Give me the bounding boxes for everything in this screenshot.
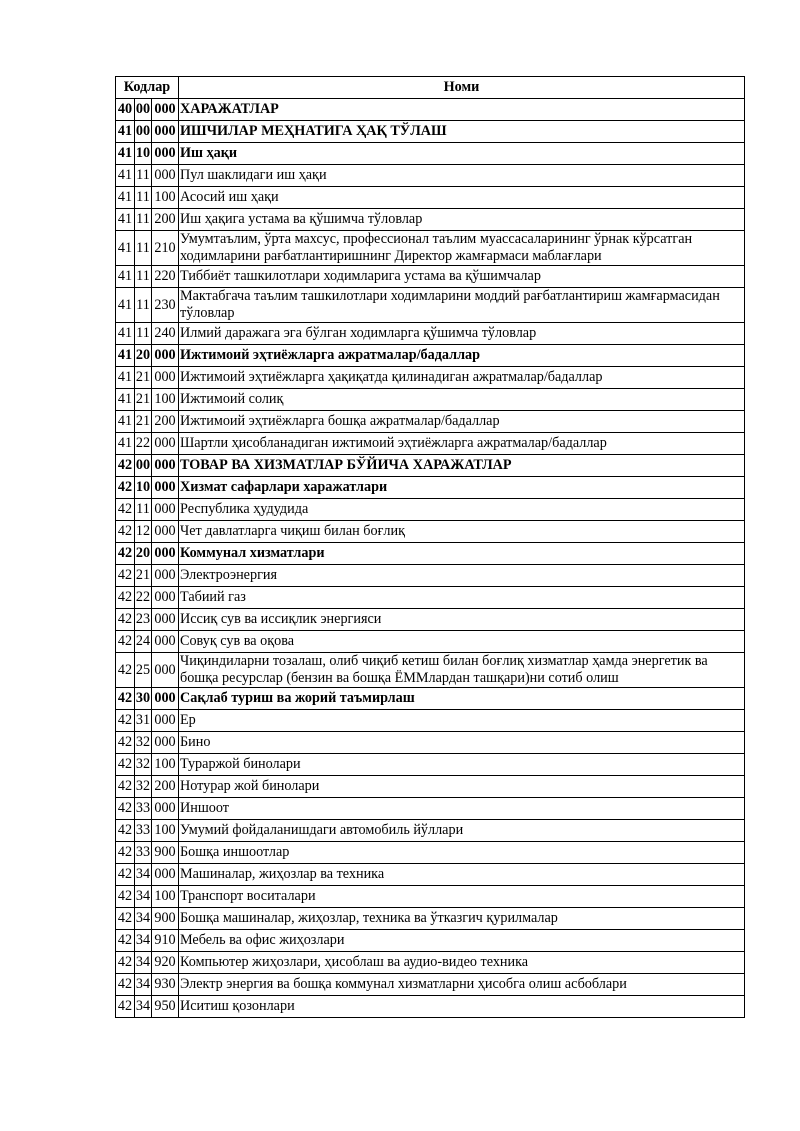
table-row [116,754,745,776]
code-item-cell: 000 [152,345,179,367]
code-item-cell: 100 [152,886,179,908]
name-cell: Иш ҳақига устама ва қўшимча тўловлар [179,209,745,231]
code-group-cell: 20 [135,543,152,565]
table-row [116,455,745,477]
code-item-cell: 000 [152,798,179,820]
table-row [116,231,745,266]
code-group-cell: 21 [135,565,152,587]
code-group-cell: 11 [135,266,152,288]
code-section-cell: 42 [116,776,135,798]
code-item-cell: 000 [152,543,179,565]
code-group-cell: 32 [135,732,152,754]
name-cell: Сақлаб туриш ва жорий таъмирлаш [179,688,745,710]
code-group-cell: 32 [135,754,152,776]
code-item-cell: 000 [152,477,179,499]
table-row [116,99,745,121]
code-group-cell: 33 [135,820,152,842]
code-group-cell: 34 [135,864,152,886]
table-row [116,499,745,521]
code-section-cell: 40 [116,99,135,121]
code-section-cell: 42 [116,653,135,688]
code-item-cell: 100 [152,820,179,842]
code-group-cell: 00 [135,455,152,477]
code-section-cell: 41 [116,433,135,455]
code-section-cell: 42 [116,609,135,631]
name-cell: Чиқиндиларни тозалаш, олиб чиқиб кетиш билан боғлиқ хизматлар ҳамда энергетик ва бошқа ресурслар (бензин ва бошқа ЁММлардан ташқари)ни сотиб олиш [179,653,745,688]
table-row [116,688,745,710]
name-cell: Пул шаклидаги иш ҳақи [179,165,745,187]
code-section-cell: 42 [116,886,135,908]
code-item-cell: 000 [152,653,179,688]
name-cell: Совуқ сув ва оқова [179,631,745,653]
table-row [116,411,745,433]
code-section-cell: 42 [116,710,135,732]
code-group-cell: 33 [135,842,152,864]
code-item-cell: 950 [152,996,179,1018]
table-row [116,543,745,565]
code-item-cell: 000 [152,521,179,543]
table-row [116,798,745,820]
code-item-cell: 900 [152,908,179,930]
name-cell: Ижтимоий солиқ [179,389,745,411]
code-section-cell: 42 [116,908,135,930]
table-row [116,776,745,798]
table-row [116,477,745,499]
table-row [116,886,745,908]
code-section-cell: 42 [116,996,135,1018]
code-section-cell: 41 [116,165,135,187]
code-section-cell: 41 [116,389,135,411]
code-item-cell: 000 [152,864,179,886]
name-cell: Тиббиёт ташкилотлари ходимларига устама ва қўшимчалар [179,266,745,288]
table-row [116,996,745,1018]
code-item-cell: 000 [152,631,179,653]
table-row [116,288,745,323]
code-item-cell: 900 [152,842,179,864]
name-cell: Умумий фойдаланишдаги автомобиль йўллари [179,820,745,842]
name-cell: Ижтимоий эҳтиёжларга бошқа ажратмалар/бадаллар [179,411,745,433]
code-group-cell: 11 [135,323,152,345]
code-group-cell: 24 [135,631,152,653]
code-section-cell: 42 [116,930,135,952]
code-group-cell: 11 [135,165,152,187]
code-group-cell: 11 [135,231,152,266]
code-item-cell: 000 [152,367,179,389]
table-row [116,121,745,143]
code-item-cell: 000 [152,688,179,710]
code-item-cell: 930 [152,974,179,996]
code-section-cell: 42 [116,477,135,499]
code-group-cell: 11 [135,288,152,323]
code-item-cell: 000 [152,165,179,187]
table-row [116,143,745,165]
code-section-cell: 42 [116,499,135,521]
code-section-cell: 42 [116,521,135,543]
expense-codes-table [115,76,745,1018]
table-row [116,433,745,455]
code-item-cell: 000 [152,121,179,143]
code-item-cell: 000 [152,99,179,121]
code-item-cell: 920 [152,952,179,974]
code-item-cell: 000 [152,609,179,631]
name-cell: Чет давлатларга чиқиш билан боғлиқ [179,521,745,543]
code-section-cell: 42 [116,543,135,565]
name-cell: Нотурар жой бинолари [179,776,745,798]
table-row [116,908,745,930]
name-cell: Коммунал хизматлари [179,543,745,565]
table-row [116,864,745,886]
code-group-cell: 10 [135,477,152,499]
code-section-cell: 42 [116,565,135,587]
code-item-cell: 000 [152,455,179,477]
table-row [116,521,745,543]
code-item-cell: 200 [152,776,179,798]
name-cell: Электроэнергия [179,565,745,587]
table-row [116,587,745,609]
code-section-cell: 41 [116,345,135,367]
code-section-cell: 42 [116,732,135,754]
table-row [116,930,745,952]
name-cell: Табиий газ [179,587,745,609]
code-section-cell: 42 [116,798,135,820]
table-row [116,842,745,864]
code-item-cell: 000 [152,143,179,165]
name-cell: Асосий иш ҳақи [179,187,745,209]
code-section-cell: 41 [116,266,135,288]
code-section-cell: 41 [116,323,135,345]
code-group-cell: 20 [135,345,152,367]
name-cell: Шартли ҳисобланадиган ижтимоий эҳтиёжларга ажратмалар/бадаллар [179,433,745,455]
code-item-cell: 000 [152,710,179,732]
code-group-cell: 11 [135,209,152,231]
code-item-cell: 100 [152,187,179,209]
code-group-cell: 31 [135,710,152,732]
name-cell: Тураржой бинолари [179,754,745,776]
table-row [116,974,745,996]
name-cell: ХАРАЖАТЛАР [179,99,745,121]
code-item-cell: 200 [152,209,179,231]
name-cell: Бошқа машиналар, жиҳозлар, техника ва ўтказгич қурилмалар [179,908,745,930]
table-row [116,187,745,209]
name-cell: Ижтимоий эҳтиёжларга ажратмалар/бадаллар [179,345,745,367]
name-cell: Умумтаълим, ўрта махсус, профессионал таълим муассасаларининг ўрнак кўрсатган ходимларини рағбатлантиришнинг Директор жамғармаси маблағлари [179,231,745,266]
name-cell: Иссиқ сув ва иссиқлик энергияси [179,609,745,631]
code-section-cell: 42 [116,952,135,974]
code-section-cell: 42 [116,587,135,609]
table-row [116,732,745,754]
table-row [116,165,745,187]
code-section-cell: 42 [116,631,135,653]
name-cell: Бино [179,732,745,754]
code-item-cell: 910 [152,930,179,952]
code-section-cell: 42 [116,754,135,776]
code-section-cell: 41 [116,121,135,143]
code-group-cell: 23 [135,609,152,631]
code-group-cell: 33 [135,798,152,820]
code-group-cell: 34 [135,908,152,930]
code-item-cell: 230 [152,288,179,323]
code-section-cell: 41 [116,411,135,433]
name-cell: Республика ҳудудида [179,499,745,521]
name-cell: Машиналар, жиҳозлар ва техника [179,864,745,886]
table-row [116,820,745,842]
code-group-cell: 22 [135,433,152,455]
code-group-cell: 00 [135,99,152,121]
code-section-cell: 41 [116,143,135,165]
table-row [116,952,745,974]
code-group-cell: 11 [135,187,152,209]
name-cell: Транспорт воситалари [179,886,745,908]
code-item-cell: 220 [152,266,179,288]
code-section-cell: 41 [116,209,135,231]
code-section-cell: 42 [116,974,135,996]
name-cell: Иш ҳақи [179,143,745,165]
table-row [116,209,745,231]
code-section-cell: 41 [116,288,135,323]
table-row [116,565,745,587]
name-cell: Хизмат сафарлари харажатлари [179,477,745,499]
name-cell: Иситиш қозонлари [179,996,745,1018]
code-section-cell: 42 [116,455,135,477]
name-cell: Компьютер жиҳозлари, ҳисоблаш ва аудио-видео техника [179,952,745,974]
code-group-cell: 34 [135,930,152,952]
code-section-cell: 42 [116,842,135,864]
code-item-cell: 000 [152,732,179,754]
code-item-cell: 240 [152,323,179,345]
name-cell: Бошқа иншоотлар [179,842,745,864]
table-row [116,323,745,345]
table-header-row [116,77,745,99]
table-body [116,99,745,1018]
code-section-cell: 42 [116,688,135,710]
code-section-cell: 41 [116,231,135,266]
code-group-cell: 11 [135,499,152,521]
code-item-cell: 100 [152,389,179,411]
table-row [116,653,745,688]
code-section-cell: 41 [116,367,135,389]
table-row [116,345,745,367]
code-group-cell: 34 [135,996,152,1018]
code-group-cell: 21 [135,411,152,433]
name-cell: Мактабгача таълим ташкилотлари ходимларини моддий рағбатлантириш жамғармасидан тўловлар [179,288,745,323]
code-group-cell: 21 [135,367,152,389]
code-group-cell: 22 [135,587,152,609]
table-row [116,609,745,631]
code-item-cell: 000 [152,565,179,587]
code-group-cell: 25 [135,653,152,688]
code-section-cell: 42 [116,864,135,886]
code-section-cell: 41 [116,187,135,209]
header-codes: Кодлар [116,77,179,99]
code-item-cell: 000 [152,587,179,609]
name-cell: Ижтимоий эҳтиёжларга ҳақиқатда қилинадиган ажратмалар/бадаллар [179,367,745,389]
code-item-cell: 000 [152,433,179,455]
code-group-cell: 00 [135,121,152,143]
code-item-cell: 200 [152,411,179,433]
name-cell: Электр энергия ва бошқа коммунал хизматларни ҳисобга олиш асбоблари [179,974,745,996]
name-cell: ИШЧИЛАР МЕҲНАТИГА ҲАҚ ТЎЛАШ [179,121,745,143]
code-item-cell: 000 [152,499,179,521]
name-cell: Илмий даражага эга бўлган ходимларга қўшимча тўловлар [179,323,745,345]
code-group-cell: 32 [135,776,152,798]
table-row [116,631,745,653]
code-group-cell: 34 [135,974,152,996]
code-item-cell: 210 [152,231,179,266]
name-cell: Иншоот [179,798,745,820]
table-row [116,367,745,389]
code-group-cell: 10 [135,143,152,165]
code-group-cell: 34 [135,952,152,974]
name-cell: Мебель ва офис жиҳозлари [179,930,745,952]
code-section-cell: 42 [116,820,135,842]
table-row [116,266,745,288]
code-group-cell: 30 [135,688,152,710]
header-name: Номи [179,77,745,99]
name-cell: ТОВАР ВА ХИЗМАТЛАР БЎЙИЧА ХАРАЖАТЛАР [179,455,745,477]
code-group-cell: 21 [135,389,152,411]
table-row [116,389,745,411]
code-group-cell: 34 [135,886,152,908]
code-item-cell: 100 [152,754,179,776]
code-group-cell: 12 [135,521,152,543]
table-row [116,710,745,732]
name-cell: Ер [179,710,745,732]
